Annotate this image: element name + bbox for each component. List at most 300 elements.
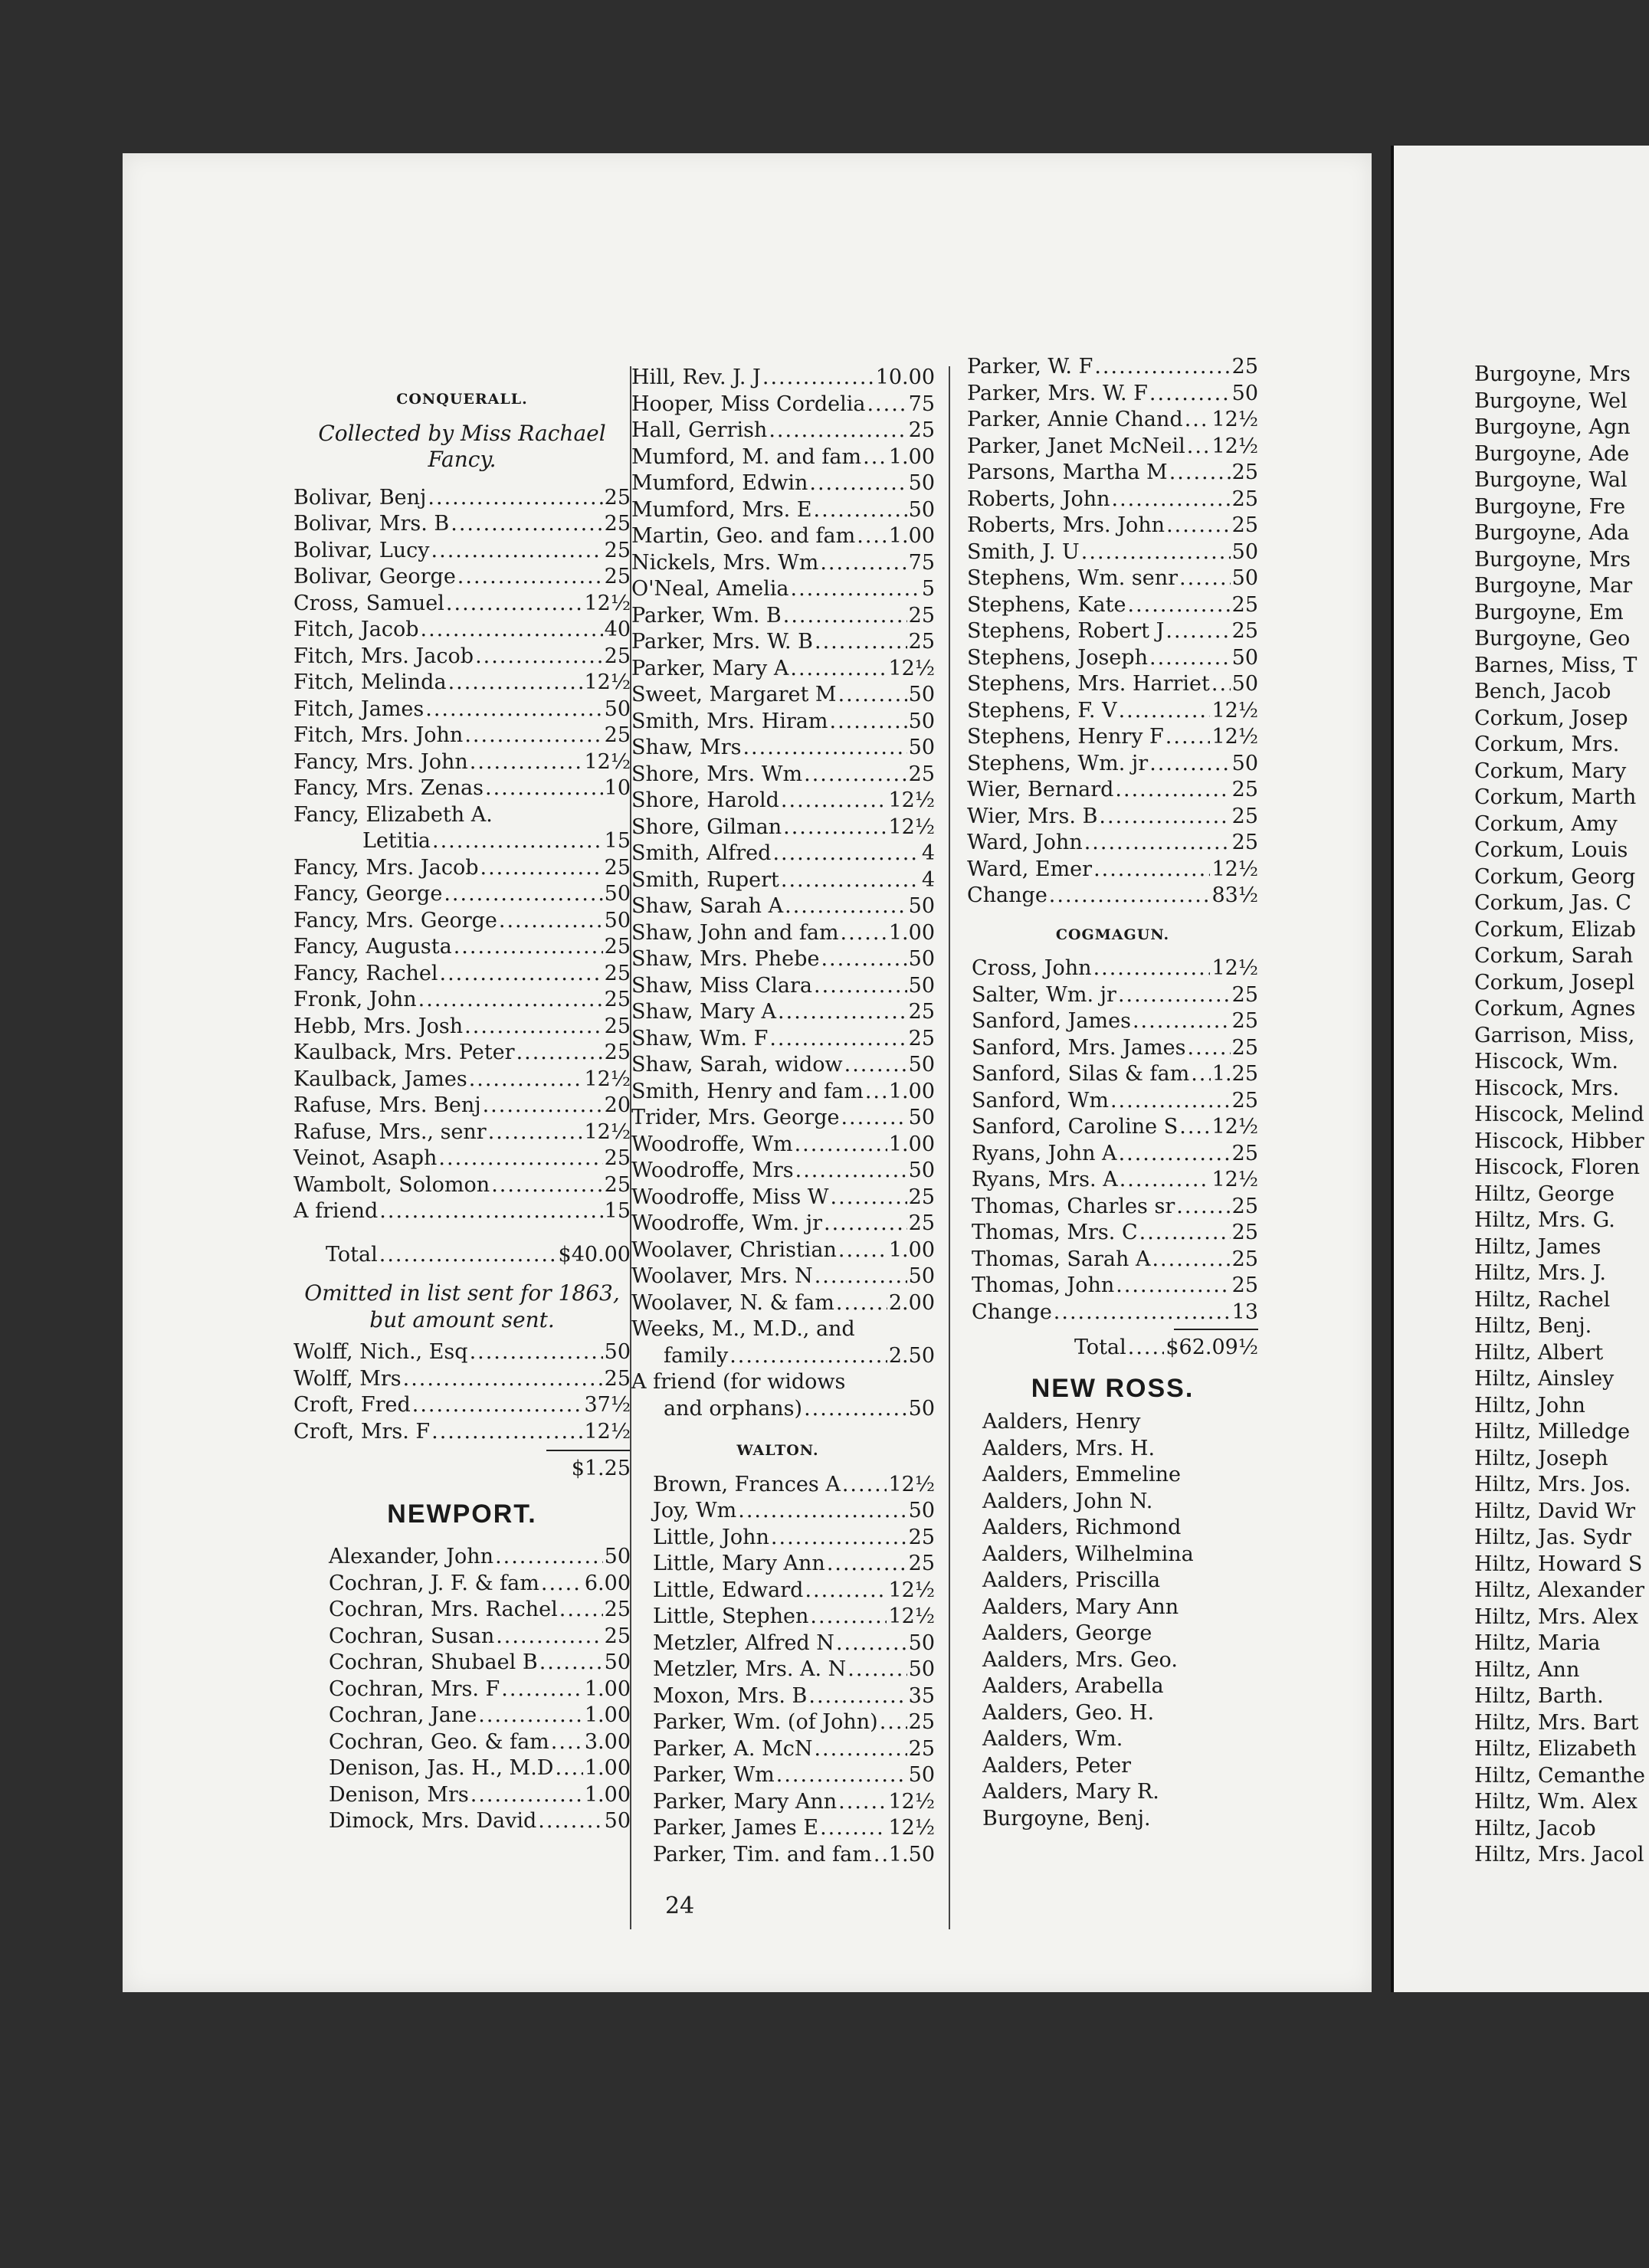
donor-name: Cochran, Geo. & fam	[329, 1729, 549, 1754]
donation-amount: 25	[1231, 982, 1258, 1007]
list-item	[967, 539, 1258, 566]
list-item	[972, 1088, 1258, 1115]
donation-amount: 50	[908, 1631, 935, 1655]
list-item	[293, 1392, 631, 1419]
donor-name: Smith, Henry and fam	[631, 1079, 864, 1103]
list-item	[972, 1141, 1258, 1168]
list-item	[631, 1185, 935, 1211]
list-item: Aalders, Mary Ann	[982, 1594, 1179, 1619]
list-item	[631, 920, 935, 947]
list-item: Aalders, Wm.	[982, 1727, 1123, 1751]
list-item: Corkum, Amy	[1474, 811, 1618, 836]
donor-name: Denison, Jas. H., M.D	[329, 1756, 554, 1780]
donation-amount: 12½	[584, 1067, 631, 1091]
donor-name: Shaw, Miss Clara	[631, 973, 813, 998]
donation-amount: 50	[908, 1763, 935, 1787]
donor-list	[967, 354, 1258, 909]
donor-name: Dimock, Mrs. David	[329, 1809, 537, 1833]
donation-amount: 25	[604, 565, 631, 588]
donation-amount: 4	[921, 841, 935, 865]
list-item	[293, 828, 631, 855]
donor-name: Roberts, Mrs. John	[967, 513, 1165, 537]
donor-name: Fancy, Mrs. Jacob	[293, 855, 479, 880]
donation-amount: 50	[1231, 566, 1258, 590]
donation-amount: 40	[604, 618, 631, 641]
donation-amount: 25	[604, 1598, 631, 1621]
column-2	[621, 365, 935, 1868]
donation-amount: 15	[604, 829, 631, 853]
list-item	[293, 564, 631, 591]
donation-amount: 50	[908, 1106, 935, 1129]
list-item	[631, 603, 935, 630]
list-item	[293, 485, 631, 512]
donation-amount: 2.50	[888, 1343, 935, 1368]
donation-amount: 12½	[1211, 1115, 1258, 1139]
donation-amount: 25	[1231, 804, 1258, 828]
donation-amount: 15	[604, 1199, 631, 1223]
donor-name: Shaw, Wm. F	[631, 1026, 769, 1050]
total-rule	[546, 1450, 631, 1451]
list-item: Hiltz, Joseph	[1474, 1446, 1608, 1470]
list-item	[631, 550, 935, 577]
list-item	[972, 1061, 1258, 1088]
list-item: Burgoyne, Mrs	[1474, 547, 1631, 572]
donor-name: Fitch, Mrs. John	[293, 723, 464, 747]
donor-name: Moxon, Mrs. B	[653, 1683, 808, 1708]
donation-amount: 25	[1231, 513, 1258, 537]
donation-amount: 1.00	[584, 1782, 631, 1807]
list-item: Garrison, Miss,	[1474, 1023, 1635, 1047]
donor-name: Stephens, Kate	[967, 592, 1126, 617]
donation-amount: 25	[1231, 831, 1258, 854]
donor-name: Fancy, George	[293, 882, 443, 906]
list-item	[653, 1498, 935, 1525]
list-item: Hiltz, Elizabeth	[1474, 1737, 1637, 1761]
donation-amount: 50	[604, 1809, 631, 1833]
list-item: Burgoyne, Mar	[1474, 574, 1633, 598]
list-item: Aalders, Geo. H.	[982, 1700, 1155, 1725]
list-item	[653, 1683, 935, 1710]
list-item	[653, 1709, 935, 1736]
donation-amount: 25	[604, 855, 631, 880]
donor-name: Roberts, John	[967, 487, 1110, 511]
donor-name: Mumford, Mrs. E	[631, 497, 812, 522]
list-item	[293, 1172, 631, 1199]
list-item	[631, 762, 935, 788]
list-item: Hiltz, Wm. Alex	[1474, 1790, 1638, 1814]
donor-name: Little, Stephen	[653, 1604, 809, 1628]
list-item	[653, 1789, 935, 1816]
donor-name: Bolivar, Lucy	[293, 538, 430, 562]
list-item	[653, 1736, 935, 1763]
list-item	[967, 618, 1258, 645]
list-item	[293, 1145, 631, 1172]
list-item	[631, 1369, 935, 1396]
donor-name: Shaw, Mary A	[631, 1000, 777, 1024]
list-item: Corkum, Elizab	[1474, 917, 1636, 942]
donation-amount: 50	[908, 894, 935, 918]
list-item	[967, 592, 1258, 619]
donation-amount: 50	[908, 1264, 935, 1288]
list-item	[293, 1198, 631, 1225]
list-item	[631, 470, 935, 497]
list-item: Hiltz, George	[1474, 1182, 1615, 1206]
donation-amount: 12½	[1211, 857, 1258, 881]
donation-amount: 4	[921, 867, 935, 892]
list-item	[967, 487, 1258, 513]
list-item	[967, 434, 1258, 460]
donor-name: Sanford, Caroline S	[972, 1115, 1179, 1139]
list-item: Hiltz, Jas. Sydr	[1474, 1526, 1631, 1549]
list-item	[631, 523, 935, 550]
total-row	[967, 1335, 1258, 1362]
omitted-list	[293, 1339, 631, 1445]
list-item	[293, 538, 631, 565]
total-amount: $62.09½	[1165, 1336, 1258, 1359]
list-item	[631, 946, 935, 973]
donation-amount: 50	[908, 736, 935, 759]
list-item: Burgoyne, Geo	[1474, 627, 1631, 651]
list-item	[972, 1008, 1258, 1035]
list-item: Hiltz, Rachel	[1474, 1287, 1611, 1312]
donor-name: Stephens, Robert J	[967, 619, 1165, 643]
donor-name: Sweet, Margaret M	[631, 683, 837, 706]
list-item	[631, 1290, 935, 1317]
list-item	[972, 955, 1258, 982]
donor-name: Shaw, Mrs	[631, 736, 742, 759]
donor-name: Trider, Mrs. George	[631, 1106, 840, 1129]
donor-name: Thomas, Mrs. C	[972, 1221, 1138, 1244]
list-item	[653, 1604, 935, 1631]
list-item: Hiscock, Hibber	[1474, 1129, 1644, 1153]
donation-amount: 25	[604, 1172, 631, 1197]
list-item: Aalders, Priscilla	[982, 1568, 1161, 1592]
donation-amount: 25	[908, 418, 935, 442]
donor-name: Croft, Fred	[293, 1393, 411, 1417]
list-item	[972, 1035, 1258, 1062]
list-item	[631, 814, 935, 841]
donation-amount: 25	[1231, 1194, 1258, 1218]
donation-amount: 75	[908, 392, 935, 416]
donation-amount: 12½	[1211, 725, 1258, 749]
donation-amount: 12½	[888, 788, 935, 812]
donation-amount: 10	[604, 776, 631, 800]
column-divider	[949, 366, 950, 1929]
donation-amount: 1.00	[888, 1237, 935, 1262]
donor-name: Cross, Samuel	[293, 591, 444, 615]
list-item	[967, 354, 1258, 381]
list-item	[631, 629, 935, 656]
newport-list	[293, 1544, 631, 1835]
donor-name: Metzler, Alfred N	[653, 1631, 834, 1655]
donor-name: Fancy, Mrs. John	[293, 749, 468, 774]
list-item	[967, 645, 1258, 672]
donor-name: Veinot, Asaph	[293, 1146, 438, 1170]
list-item: Burgoyne, Ade	[1474, 441, 1630, 466]
donation-amount: 2.00	[888, 1290, 935, 1315]
list-item	[631, 867, 935, 894]
donor-name: Wier, Bernard	[967, 778, 1114, 801]
list-item	[972, 1247, 1258, 1273]
donor-name: Little, Edward	[653, 1578, 804, 1602]
donation-amount: 12½	[888, 1604, 935, 1628]
donor-name: Parker, A. McN	[653, 1736, 813, 1761]
donation-amount: 25	[604, 485, 631, 510]
list-item: Burgoyne, Wal	[1474, 468, 1628, 492]
list-item	[329, 1729, 631, 1756]
list-item	[631, 999, 935, 1026]
list-item	[293, 511, 631, 538]
total-label: Total	[1074, 1336, 1126, 1359]
donor-name: Hill, Rev. J. J	[631, 365, 761, 389]
donation-amount: 25	[604, 1624, 631, 1648]
list-item: Corkum, Jas. C	[1474, 891, 1631, 915]
list-item	[293, 644, 631, 670]
donor-name: Thomas, Sarah A	[972, 1247, 1151, 1271]
section-heading-conquerall: CONQUERALL.	[396, 391, 528, 408]
donation-amount: 83½	[1211, 883, 1258, 907]
list-item	[293, 1040, 631, 1067]
list-item	[631, 735, 935, 762]
donor-name: Thomas, John	[972, 1273, 1115, 1297]
donor-name: Parker, Annie Chand	[967, 408, 1183, 431]
list-item	[653, 1472, 935, 1499]
list-item: Hiltz, Mrs. Jos.	[1474, 1473, 1631, 1496]
omitted-note: Omitted in list sent for 1863, but amount sent.	[304, 1280, 620, 1332]
donation-amount: 25	[604, 1014, 631, 1038]
list-item: Aalders, Henry	[982, 1410, 1141, 1434]
list-item	[293, 1067, 631, 1093]
list-item: Burgoyne, Fre	[1474, 494, 1626, 519]
donation-amount: 25	[908, 1736, 935, 1761]
list-item	[631, 1263, 935, 1290]
donor-name: Shore, Mrs. Wm	[631, 762, 803, 786]
list-item: Aalders, Emmeline	[982, 1463, 1181, 1486]
donor-name: family	[664, 1343, 729, 1368]
donor-name: Parker, Wm. B	[631, 603, 782, 628]
list-item: Hiscock, Mrs.	[1474, 1076, 1620, 1100]
donor-name: Parker, Wm	[653, 1763, 775, 1787]
donation-amount: 1.00	[888, 524, 935, 548]
donation-amount: 25	[604, 988, 631, 1011]
donor-name: Parker, Mary A	[631, 656, 789, 680]
list-item	[293, 934, 631, 961]
donor-name: Shaw, Mrs. Phebe	[631, 947, 820, 971]
donor-name: Shore, Harold	[631, 788, 779, 812]
donation-amount: 25	[604, 1146, 631, 1170]
donation-amount: 1.00	[888, 444, 935, 469]
donation-amount: 12½	[1211, 434, 1258, 458]
donation-amount: 50	[1231, 539, 1258, 564]
donation-amount: 50	[604, 1545, 631, 1568]
donor-name: Ward, Emer	[967, 857, 1093, 881]
donation-amount: 12½	[1211, 956, 1258, 980]
donor-name: Stephens, Mrs. Harriet	[967, 672, 1210, 696]
donation-amount: 50	[908, 683, 935, 706]
list-item	[293, 775, 631, 802]
donor-name: Sanford, Wm	[972, 1088, 1109, 1113]
donation-amount: 25	[908, 603, 935, 628]
list-item	[329, 1808, 631, 1835]
list-item	[293, 1366, 631, 1393]
donation-amount: 3.00	[584, 1729, 631, 1754]
donor-name: Ryans, John A	[972, 1141, 1117, 1165]
list-item	[967, 513, 1258, 539]
list-item: Corkum, Mrs.	[1474, 733, 1620, 756]
list-item: Aalders, Richmond	[982, 1516, 1182, 1539]
donation-amount: 12½	[584, 1419, 631, 1444]
column-4-cropped	[1474, 362, 1647, 1869]
list-item	[329, 1597, 631, 1624]
list-item	[293, 908, 631, 935]
list-item	[653, 1657, 935, 1683]
list-item	[293, 749, 631, 776]
donor-name: Parker, Mrs. W. F	[967, 381, 1148, 405]
donor-name: Little, Mary Ann	[653, 1552, 825, 1575]
list-item	[293, 617, 631, 644]
donor-name: Smith, Rupert	[631, 867, 779, 892]
list-item	[653, 1525, 935, 1552]
donor-name: Stephens, Joseph	[967, 645, 1148, 670]
list-item	[631, 656, 935, 683]
donor-name: Martin, Geo. and fam	[631, 524, 856, 548]
list-item	[329, 1544, 631, 1571]
list-item	[653, 1578, 935, 1604]
donor-name: Fitch, Jacob	[293, 618, 419, 641]
donor-name: Little, John	[653, 1525, 769, 1549]
donor-name: Woodroffe, Miss W	[631, 1185, 829, 1209]
omitted-total: $1.25	[571, 1457, 631, 1480]
list-item	[329, 1624, 631, 1650]
donation-amount: 12½	[888, 656, 935, 680]
donation-amount: 25	[908, 1000, 935, 1024]
donation-amount: 50	[1231, 645, 1258, 670]
list-item: Corkum, Josepl	[1474, 970, 1635, 995]
list-item: Aalders, John N.	[982, 1489, 1153, 1513]
list-item	[631, 893, 935, 920]
donor-name: Stephens, F. V	[967, 698, 1117, 723]
donor-name: Alexander, John	[329, 1545, 494, 1568]
donor-name: Shaw, John and fam	[631, 920, 839, 945]
donation-amount: 12½	[1211, 1168, 1258, 1191]
donor-name: Smith, Mrs. Hiram	[631, 709, 828, 733]
donor-name: Smith, Alfred	[631, 841, 772, 865]
list-item	[293, 1014, 631, 1041]
donor-name: A friend (for widows	[631, 1370, 846, 1394]
donor-name: Shore, Gilman	[631, 814, 782, 839]
donation-amount: 50	[908, 1396, 935, 1421]
list-item	[631, 1026, 935, 1053]
donation-amount: 50	[604, 1650, 631, 1674]
list-item: Hiltz, Jacob	[1474, 1816, 1596, 1840]
donor-name: Smith, J. U	[967, 539, 1080, 564]
donation-amount: 12½	[584, 591, 631, 615]
donor-list	[621, 365, 935, 1422]
list-item	[972, 1114, 1258, 1141]
donation-amount: 25	[1231, 1221, 1258, 1244]
list-item: Burgoyne, Ada	[1474, 521, 1630, 545]
donation-amount: 25	[604, 723, 631, 747]
donation-amount: 1.00	[888, 1079, 935, 1103]
donor-name: Fitch, James	[293, 696, 425, 721]
list-item	[972, 1273, 1258, 1300]
section-heading-newport: NEWPORT.	[387, 1499, 537, 1529]
donation-amount: 25	[908, 630, 935, 654]
donation-amount: 12½	[1211, 408, 1258, 431]
donor-name: Wier, Mrs. B	[967, 804, 1098, 828]
donor-name: Bolivar, Benj	[293, 485, 427, 510]
donor-name: Cochran, Mrs. F	[329, 1676, 500, 1701]
list-item	[293, 1119, 631, 1146]
list-item	[329, 1755, 631, 1782]
list-item: Aalders, George	[982, 1621, 1152, 1645]
list-item: Hiltz, Maria	[1474, 1631, 1601, 1655]
donation-amount: 25	[604, 1041, 631, 1064]
donor-name: Fancy, Mrs. George	[293, 908, 497, 932]
list-item: Corkum, Mary	[1474, 759, 1627, 783]
list-item	[972, 1194, 1258, 1221]
donation-amount: 25	[908, 1211, 935, 1235]
walton-list	[621, 1472, 935, 1869]
list-item: Aalders, Mrs. Geo.	[982, 1647, 1178, 1672]
donor-name: Parker, Tim. and fam	[653, 1842, 872, 1867]
donation-amount: 1.00	[584, 1676, 631, 1701]
list-item	[967, 724, 1258, 751]
list-item	[972, 982, 1258, 1009]
list-item: Corkum, Marth	[1474, 785, 1637, 809]
list-item	[329, 1571, 631, 1598]
donation-amount: 25	[908, 762, 935, 786]
donation-amount: 50	[604, 882, 631, 906]
donor-name: Fancy, Elizabeth A.	[293, 802, 493, 827]
list-item	[631, 1158, 935, 1185]
list-item: Hiltz, Mrs. Bart	[1474, 1710, 1639, 1735]
list-item	[631, 973, 935, 1000]
donation-amount: 50	[1231, 672, 1258, 696]
list-item	[967, 698, 1258, 725]
total-row	[293, 1242, 631, 1269]
donation-amount: 12½	[888, 1789, 935, 1814]
list-item	[653, 1631, 935, 1657]
donation-amount: 12½	[888, 1578, 935, 1602]
list-item	[329, 1782, 631, 1809]
donor-name: Fitch, Mrs. Jacob	[293, 644, 474, 668]
donor-name: Mumford, M. and fam	[631, 444, 862, 469]
donation-amount: 25	[604, 1366, 631, 1391]
list-item: Hiltz, Mrs. Jacol	[1474, 1843, 1644, 1867]
donor-name: Weeks, M., M.D., and	[631, 1317, 855, 1341]
donation-amount: 50	[1231, 751, 1258, 775]
column-conquerall	[293, 383, 631, 1835]
list-item	[293, 881, 631, 908]
donor-name: Parker, Wm. (of John)	[653, 1710, 878, 1734]
cogmagun-list	[967, 955, 1258, 1326]
donor-name: Woodroffe, Wm. jr	[631, 1211, 822, 1235]
donor-name: Metzler, Mrs. A. N	[653, 1657, 847, 1681]
donor-name: Woolaver, N. & fam	[631, 1290, 834, 1315]
donation-amount: 1.00	[888, 920, 935, 945]
list-item: Aalders, Arabella	[982, 1674, 1164, 1698]
donation-amount: 25	[1231, 1009, 1258, 1033]
donation-amount: 25	[1231, 1141, 1258, 1165]
donation-amount: 50	[908, 1499, 935, 1522]
list-item	[631, 1079, 935, 1106]
donation-amount: 37½	[584, 1393, 631, 1417]
donor-name: Cochran, Shubael B	[329, 1650, 538, 1674]
new-ross-list	[967, 1409, 1258, 1832]
list-item	[967, 407, 1258, 434]
list-item: Corkum, Louis	[1474, 838, 1628, 862]
